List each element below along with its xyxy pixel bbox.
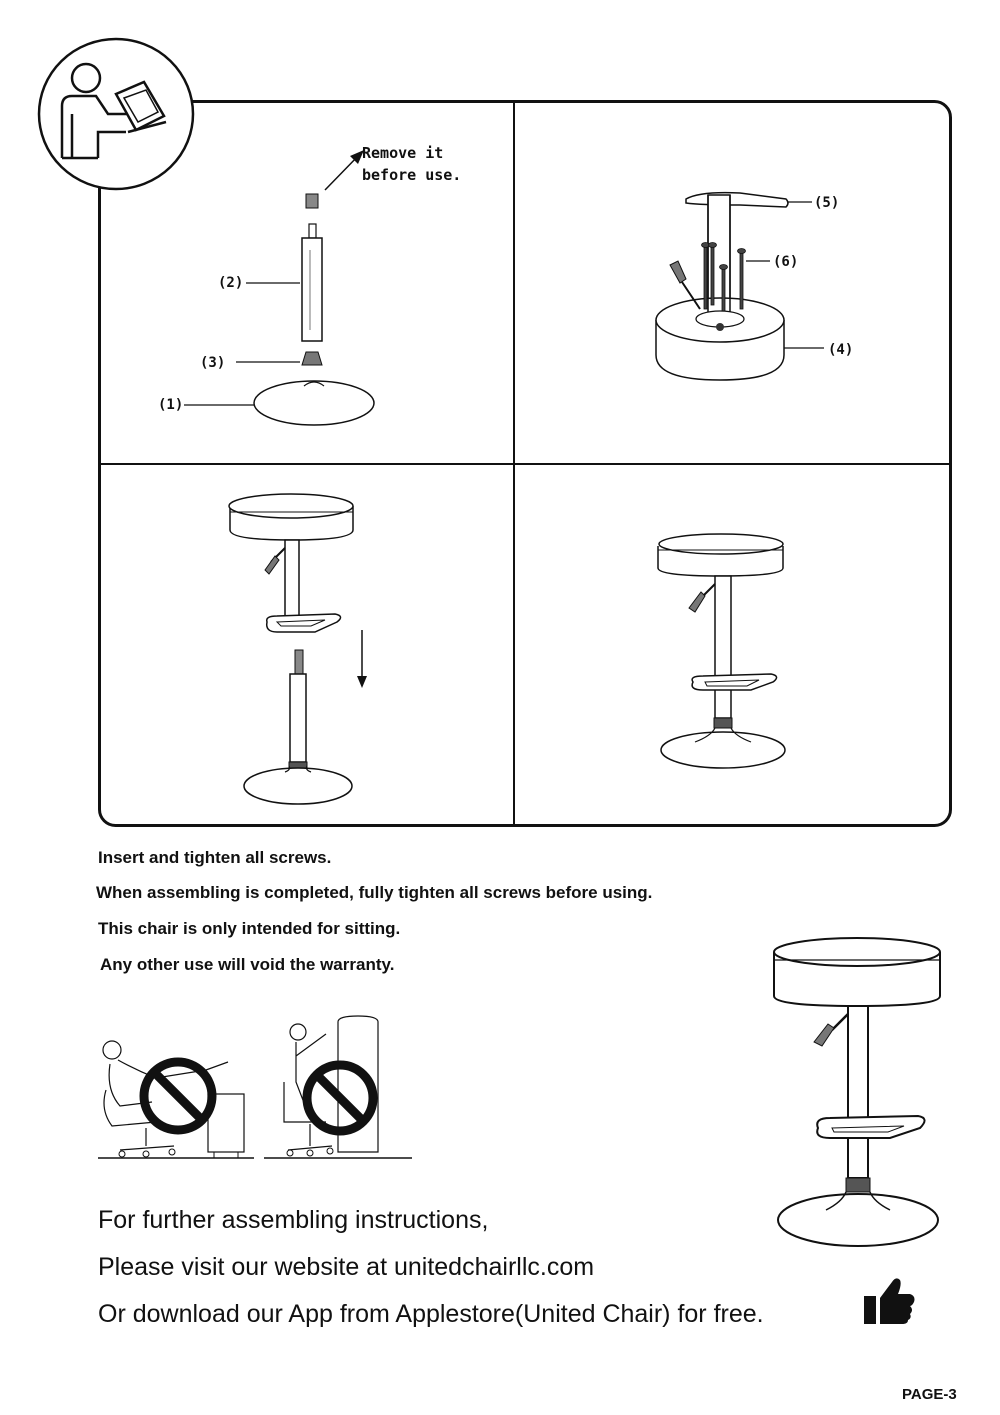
instruction-line-2: When assembling is completed, fully tighten all screws before using.: [96, 883, 653, 902]
instruction-line-1: Insert and tighten all screws.: [98, 848, 332, 867]
step3-mount-seat-diagram: [225, 490, 385, 810]
label-gas-lift: (2): [218, 275, 244, 291]
instruction-line-4: Any other use will void the warranty.: [100, 955, 395, 974]
label-screws: (6): [773, 254, 799, 270]
instruction-line-3: This chair is only intended for sitting.: [98, 919, 401, 938]
step4-completed-stool-diagram: [655, 530, 795, 795]
footer-line-1: For further assembling instructions,: [98, 1206, 489, 1234]
label-seat: (4): [828, 342, 854, 358]
label-base: (1): [158, 397, 184, 413]
thumbs-up-icon: [862, 1276, 916, 1326]
no-standing-on-chair-icon: [262, 1012, 414, 1160]
remove-note-line2: before use.: [362, 166, 462, 184]
no-leaning-back-icon: [96, 1030, 256, 1160]
footer-line-2: Please visit our website at unitedchairllc.com: [98, 1253, 595, 1281]
step2-seat-underside-diagram: [640, 185, 880, 395]
label-cover: (3): [200, 355, 226, 371]
footer-line-3: Or download our App from Applestore(United Chair) for free.: [98, 1300, 764, 1328]
large-stool-illustration: [770, 932, 950, 1264]
page-number: PAGE-3: [902, 1386, 957, 1403]
remove-note-line1: Remove it: [362, 144, 444, 162]
label-footrest: (5): [814, 195, 840, 211]
